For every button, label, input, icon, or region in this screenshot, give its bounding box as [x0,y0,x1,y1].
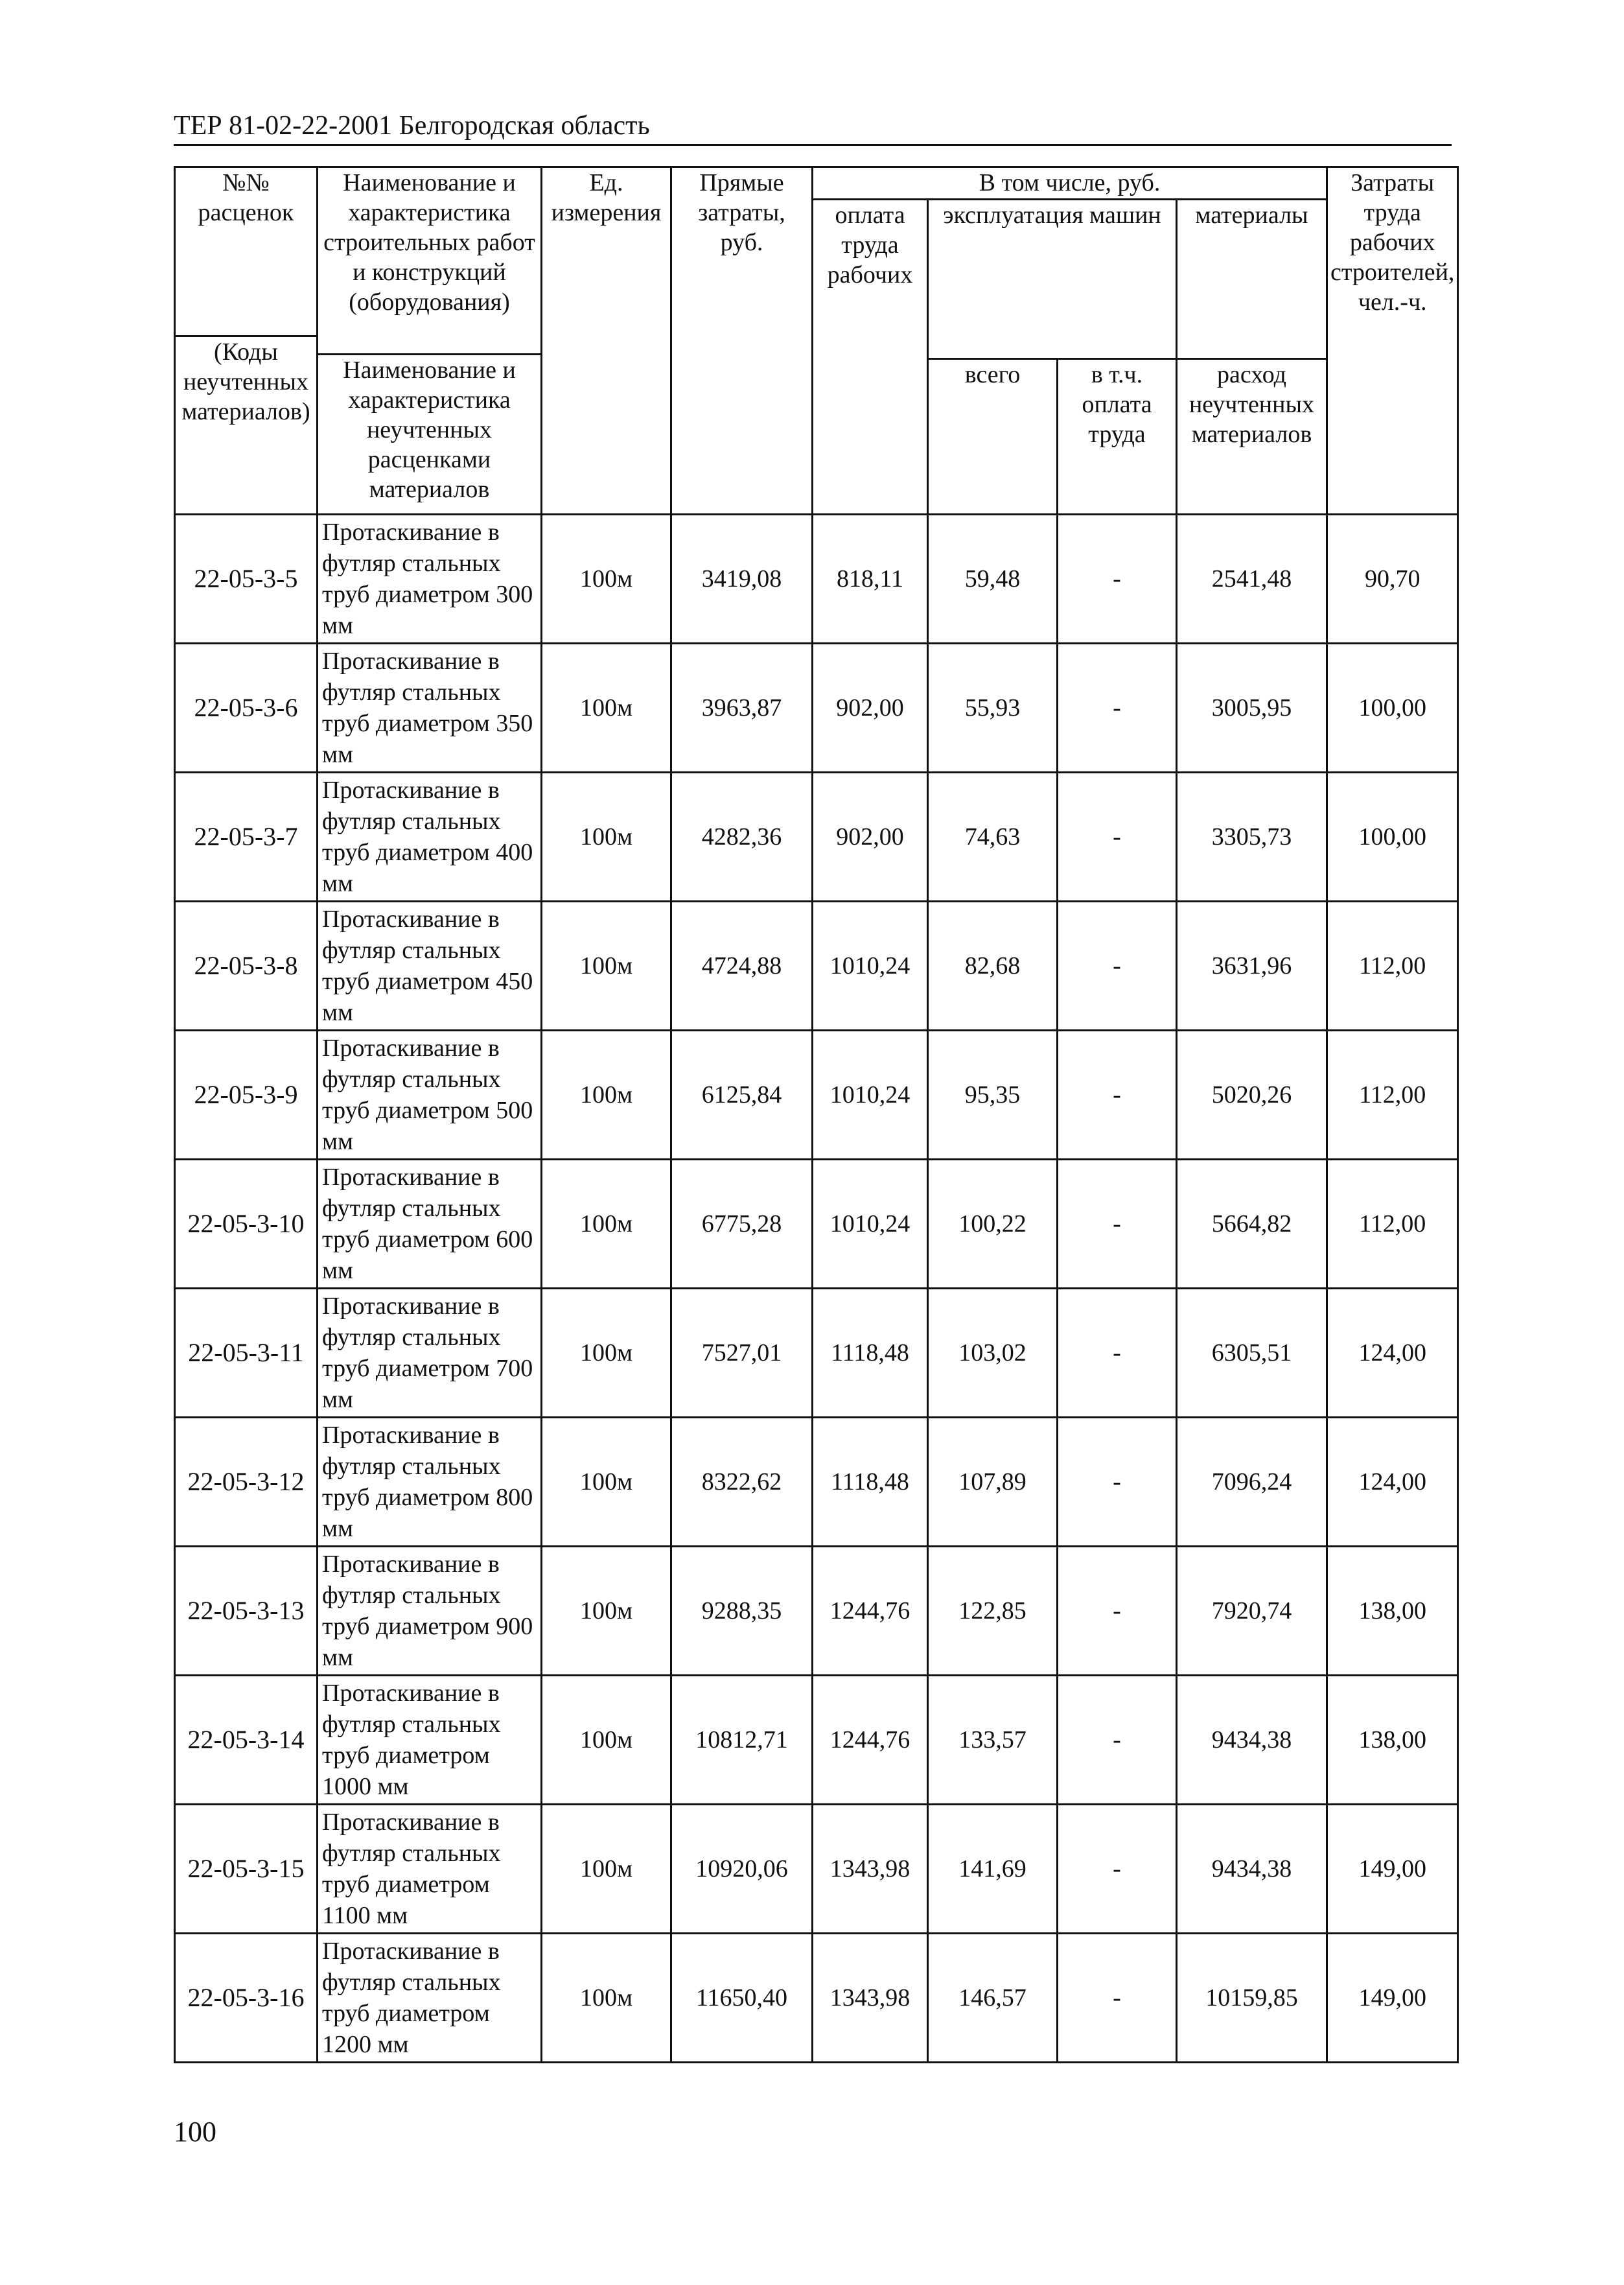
table-header [175,167,1458,515]
labor-cost-cell: 100,00 [1327,773,1458,902]
table-row [175,1031,1458,1160]
unit-cell: 100м [542,1418,671,1547]
work-description: Протаскивание в футляр стальных труб диаметром 1000 мм [318,1676,542,1805]
materials-cell: 9434,38 [1177,1676,1327,1805]
header-machines-total: всего [928,359,1058,515]
machines-total-cell: 74,63 [928,773,1058,902]
materials-cell: 10159,85 [1177,1934,1327,2063]
labor-cost-cell: 124,00 [1327,1289,1458,1418]
work-description: Протаскивание в футляр стальных труб диаметром 400 мм [318,773,542,902]
machines-labor-cell: - [1058,1289,1177,1418]
rate-code: 22-05-3-13 [175,1547,318,1676]
page-header: ТЕР 81-02-22-2001 Белгородская область [174,109,1452,146]
labor-cost-cell: 124,00 [1327,1418,1458,1547]
table-row [175,1289,1458,1418]
labor-pay-cell: 818,11 [813,515,928,644]
machines-labor-cell: - [1058,902,1177,1031]
machines-total-cell: 55,93 [928,644,1058,773]
machines-total-cell: 103,02 [928,1289,1058,1418]
work-description: Протаскивание в футляр стальных труб диаметром 1200 мм [318,1934,542,2063]
direct-costs-cell: 4724,88 [671,902,813,1031]
labor-pay-cell: 1118,48 [813,1289,928,1418]
table-row [175,1160,1458,1289]
machines-labor-cell: - [1058,1418,1177,1547]
unit-cell: 100м [542,644,671,773]
work-description: Протаскивание в футляр стальных труб диаметром 1100 мм [318,1805,542,1934]
materials-cell: 9434,38 [1177,1805,1327,1934]
labor-cost-cell: 112,00 [1327,1031,1458,1160]
materials-cell: 3005,95 [1177,644,1327,773]
unit-cell: 100м [542,1547,671,1676]
table-row [175,1676,1458,1805]
unit-cell: 100м [542,1160,671,1289]
direct-costs-cell: 10812,71 [671,1676,813,1805]
work-description: Протаскивание в футляр стальных труб диаметром 700 мм [318,1289,542,1418]
rate-code: 22-05-3-14 [175,1676,318,1805]
materials-cell: 5020,26 [1177,1031,1327,1160]
machines-total-cell: 141,69 [928,1805,1058,1934]
direct-costs-cell: 3419,08 [671,515,813,644]
labor-pay-cell: 1010,24 [813,1160,928,1289]
work-description: Протаскивание в футляр стальных труб диаметром 800 мм [318,1418,542,1547]
machines-labor-cell: - [1058,1160,1177,1289]
rate-code: 22-05-3-6 [175,644,318,773]
rate-code: 22-05-3-10 [175,1160,318,1289]
unit-cell: 100м [542,1934,671,2063]
header-labor-cost: Затраты труда рабочих строителей, чел.-ч. [1327,167,1458,515]
table-row [175,773,1458,902]
labor-pay-cell: 1343,98 [813,1805,928,1934]
unit-cell: 100м [542,1289,671,1418]
direct-costs-cell: 3963,87 [671,644,813,773]
table-row [175,1934,1458,2063]
header-including: В том числе, руб. [813,167,1327,200]
work-description: Протаскивание в футляр стальных труб диаметром 450 мм [318,902,542,1031]
rate-code: 22-05-3-8 [175,902,318,1031]
work-description: Протаскивание в футляр стальных труб диаметром 900 мм [318,1547,542,1676]
machines-total-cell: 122,85 [928,1547,1058,1676]
direct-costs-cell: 4282,36 [671,773,813,902]
direct-costs-cell: 8322,62 [671,1418,813,1547]
machines-labor-cell: - [1058,1547,1177,1676]
labor-cost-cell: 100,00 [1327,644,1458,773]
materials-cell: 7920,74 [1177,1547,1327,1676]
labor-pay-cell: 902,00 [813,644,928,773]
table-row [175,1805,1458,1934]
work-description: Протаскивание в футляр стальных труб диаметром 350 мм [318,644,542,773]
labor-cost-cell: 90,70 [1327,515,1458,644]
unit-cell: 100м [542,1805,671,1934]
labor-cost-cell: 138,00 [1327,1676,1458,1805]
rate-code: 22-05-3-9 [175,1031,318,1160]
direct-costs-cell: 6775,28 [671,1160,813,1289]
header-materials-unaccounted: расход неучтенных материалов [1177,359,1327,515]
direct-costs-cell: 11650,40 [671,1934,813,2063]
unit-cell: 100м [542,515,671,644]
unit-cell: 100м [542,773,671,902]
unit-cell: 100м [542,1031,671,1160]
header-code-alt-label: (Коды неучтенных материалов) [176,335,316,427]
table-row [175,1418,1458,1547]
machines-labor-cell: - [1058,773,1177,902]
header-name-label: Наименование и характеристика строительных работ и конструкций (оборудования) [323,169,535,316]
machines-labor-cell: - [1058,1676,1177,1805]
machines-labor-cell: - [1058,644,1177,773]
machines-labor-cell: - [1058,1031,1177,1160]
header-name [318,167,542,515]
machines-total-cell: 107,89 [928,1418,1058,1547]
machines-labor-cell: - [1058,1934,1177,2063]
machines-total-cell: 59,48 [928,515,1058,644]
direct-costs-cell: 9288,35 [671,1547,813,1676]
work-description: Протаскивание в футляр стальных труб диаметром 300 мм [318,515,542,644]
materials-cell: 2541,48 [1177,515,1327,644]
rate-code: 22-05-3-7 [175,773,318,902]
page-number: 100 [174,2116,216,2148]
materials-cell: 3631,96 [1177,902,1327,1031]
table-row [175,902,1458,1031]
labor-pay-cell: 1010,24 [813,902,928,1031]
work-description: Протаскивание в футляр стальных труб диаметром 600 мм [318,1160,542,1289]
header-labor-pay: оплата труда рабочих [813,200,928,515]
rate-code: 22-05-3-15 [175,1805,318,1934]
labor-pay-cell: 1118,48 [813,1418,928,1547]
header-name-alt-label: Наименование и характеристика неучтенных расценками материалов [318,353,540,504]
materials-cell: 6305,51 [1177,1289,1327,1418]
materials-cell: 5664,82 [1177,1160,1327,1289]
machines-labor-cell: - [1058,1805,1177,1934]
machines-total-cell: 100,22 [928,1160,1058,1289]
table-row [175,515,1458,644]
direct-costs-cell: 6125,84 [671,1031,813,1160]
rate-code: 22-05-3-16 [175,1934,318,2063]
labor-cost-cell: 112,00 [1327,1160,1458,1289]
header-direct: Прямые затраты, руб. [671,167,813,515]
table-body [175,515,1458,2063]
labor-pay-cell: 1244,76 [813,1676,928,1805]
unit-cell: 100м [542,902,671,1031]
labor-pay-cell: 1343,98 [813,1934,928,2063]
rate-code: 22-05-3-5 [175,515,318,644]
labor-pay-cell: 1244,76 [813,1547,928,1676]
header-machines: эксплуатация машин [928,200,1177,359]
rate-code: 22-05-3-11 [175,1289,318,1418]
header-machines-labor: в т.ч. оплата труда [1058,359,1177,515]
unit-cell: 100м [542,1676,671,1805]
materials-cell: 3305,73 [1177,773,1327,902]
labor-cost-cell: 149,00 [1327,1934,1458,2063]
labor-cost-cell: 112,00 [1327,902,1458,1031]
machines-labor-cell: - [1058,515,1177,644]
labor-cost-cell: 149,00 [1327,1805,1458,1934]
machines-total-cell: 82,68 [928,902,1058,1031]
machines-total-cell: 146,57 [928,1934,1058,2063]
labor-cost-cell: 138,00 [1327,1547,1458,1676]
labor-pay-cell: 902,00 [813,773,928,902]
header-materials: материалы [1177,200,1327,359]
labor-pay-cell: 1010,24 [813,1031,928,1160]
machines-total-cell: 95,35 [928,1031,1058,1160]
rates-table [174,166,1459,2063]
table-row [175,644,1458,773]
table-row [175,1547,1458,1676]
header-unit: Ед. измерения [542,167,671,515]
materials-cell: 7096,24 [1177,1418,1327,1547]
rate-code: 22-05-3-12 [175,1418,318,1547]
header-code [175,167,318,515]
direct-costs-cell: 10920,06 [671,1805,813,1934]
machines-total-cell: 133,57 [928,1676,1058,1805]
header-code-label: №№ расценок [198,169,294,226]
work-description: Протаскивание в футляр стальных труб диаметром 500 мм [318,1031,542,1160]
direct-costs-cell: 7527,01 [671,1289,813,1418]
